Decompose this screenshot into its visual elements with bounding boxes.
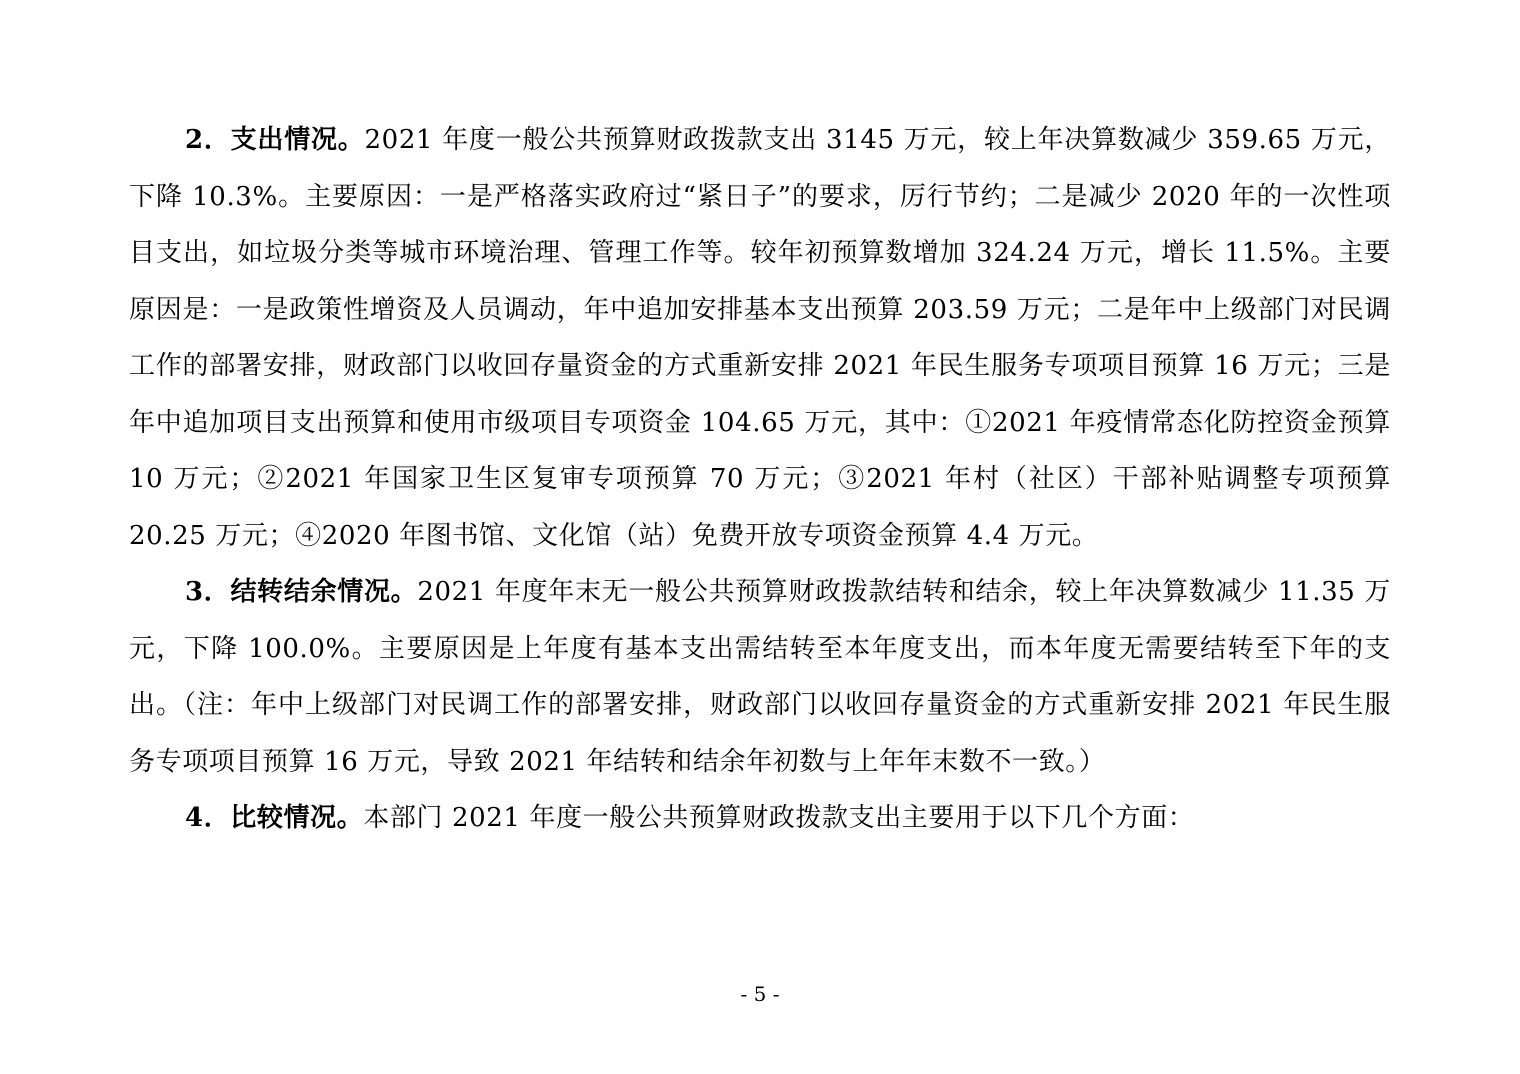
document-body [129, 112, 1391, 847]
paragraph-heading: 4．比较情况。 [185, 803, 364, 833]
page-number: - 5 - [740, 982, 780, 1006]
paragraph-carryover [129, 564, 1391, 790]
paragraph-text: 2021 年度年末无一般公共预算财政拨款结转和结余，较上年决算数减少 11.35 万元，下降 100.0%。主要原因是上年度有基本支出需结转至本年度支出，而本年度无需要结转至下年的支出。（注：年中上级部门对民调工作的部署安排，财政部门以收回存量资金的方式重新安排 2021 年民生服务专项项目预算 16 万元，导致 2021 年结转和结余年初数与上年年末数不一致。） [129, 577, 1391, 777]
paragraph-heading: 2．支出情况。 [185, 125, 365, 155]
paragraph-text: 2021 年度一般公共预算财政拨款支出 3145 万元，较上年决算数减少 359.65 万元，下降 10.3%。主要原因：一是严格落实政府过“紧日子”的要求，厉行节约；二是减少 2020 年的一次性项目支出，如垃圾分类等城市环境治理、管理工作等。较年初预算数增加 324.24 万元，增长 11.5%。主要原因是：一是政策性增资及人员调动，年中追加安排基本支出预算 203.59 万元；二是年中上级部门对民调工作的部署安排，财政部门以收回存量资金的方式重新安排 2021 年民生服务专项项目预算 16 万元；三是年中追加项目支出预算和使用市级项目专项资金 104.65 万元，其中：①2021 年疫情常态化防控资金预算 10 万元；②2021 年国家卫生区复审专项预算 70 万元；③2021 年村（社区）干部补贴调整专项预算 20.25 万元；④2020 年图书馆、文化馆（站）免费开放专项资金预算 4.4 万元。 [129, 125, 1391, 551]
paragraph-expenditure [129, 112, 1391, 564]
paragraph-comparison [129, 790, 1391, 847]
paragraph-heading: 3．结转结余情况。 [185, 577, 418, 607]
paragraph-text: 本部门 2021 年度一般公共预算财政拨款支出主要用于以下几个方面： [363, 803, 1195, 833]
